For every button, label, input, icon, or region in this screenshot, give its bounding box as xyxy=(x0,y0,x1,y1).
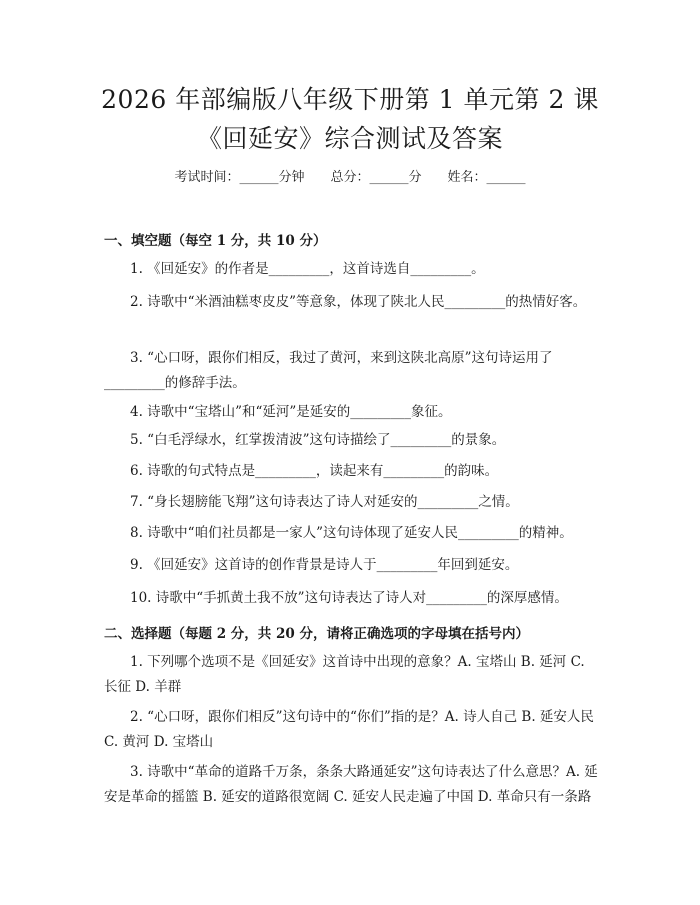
exam-name: 姓名：______ xyxy=(447,170,526,185)
question-item: 7. “身长翅膀能飞翔”这句诗表达了诗人对延安的_________之情。 xyxy=(130,494,519,510)
question-item: 6. 诗歌的句式特点是_________，读起来有_________的韵味。 xyxy=(130,463,499,479)
question-item: 5. “白毛浮绿水，红掌拨清波”这句诗描绘了_________的景象。 xyxy=(130,432,506,448)
question-item: 8. 诗歌中“咱们社员都是一家人”这句诗体现了延安人民_________的精神。 xyxy=(130,525,573,541)
section-heading-multiple-choice: 二、选择题（每题 2 分，共 20 分，请将正确选项的字母填在括号内） xyxy=(104,626,529,642)
question-item: 4. 诗歌中“宝塔山”和“延河”是延安的_________象征。 xyxy=(130,404,452,420)
question-item: 2. 诗歌中“米酒油糕枣皮皮”等意象，体现了陕北人民_________的热情好客。 xyxy=(130,294,587,310)
question-item: 9. 《回延安》这首诗的创作背景是诗人于_________年回到延安。 xyxy=(130,557,519,573)
exam-time: 考试时间：______分钟 xyxy=(174,170,305,185)
question-item: 10. 诗歌中“手抓黄土我不放”这句诗表达了诗人对_________的深厚感情。 xyxy=(130,590,568,606)
question-item: 1. 《回延安》的作者是_________，这首诗选自_________。 xyxy=(130,261,485,277)
question-item: 1. 下列哪个选项不是《回延安》这首诗中出现的意象？A. 宝塔山 B. 延河 C. 长征 D. 羊群 xyxy=(104,654,585,695)
title-line-2: 《回延安》综合测试及答案 xyxy=(196,124,503,153)
section-heading-fill-in: 一、填空题（每空 1 分，共 10 分） xyxy=(104,233,327,249)
exam-score: 总分：______分 xyxy=(330,170,422,185)
title-line-1: 2026 年部编版八年级下册第 1 单元第 2 课 xyxy=(101,85,599,114)
question-item: 3. 诗歌中“革命的道路千万条，条条大路通延安”这句诗表达了什么意思？A. 延安是革命的摇篮 B. 延安的道路很宽阔 C. 延安人民走遍了中国 D. 革命只有一条路 xyxy=(104,764,598,805)
question-item: 2. “心口呀，跟你们相反”这句诗中的“你们”指的是？A. 诗人自己 B. 延安人民 C. 黄河 D. 宝塔山 xyxy=(104,709,594,750)
exam-info xyxy=(0,168,700,188)
question-item: 3. “心口呀，跟你们相反，我过了黄河，来到这陕北高原”这句诗运用了_________的修辞手法。 xyxy=(104,350,553,391)
